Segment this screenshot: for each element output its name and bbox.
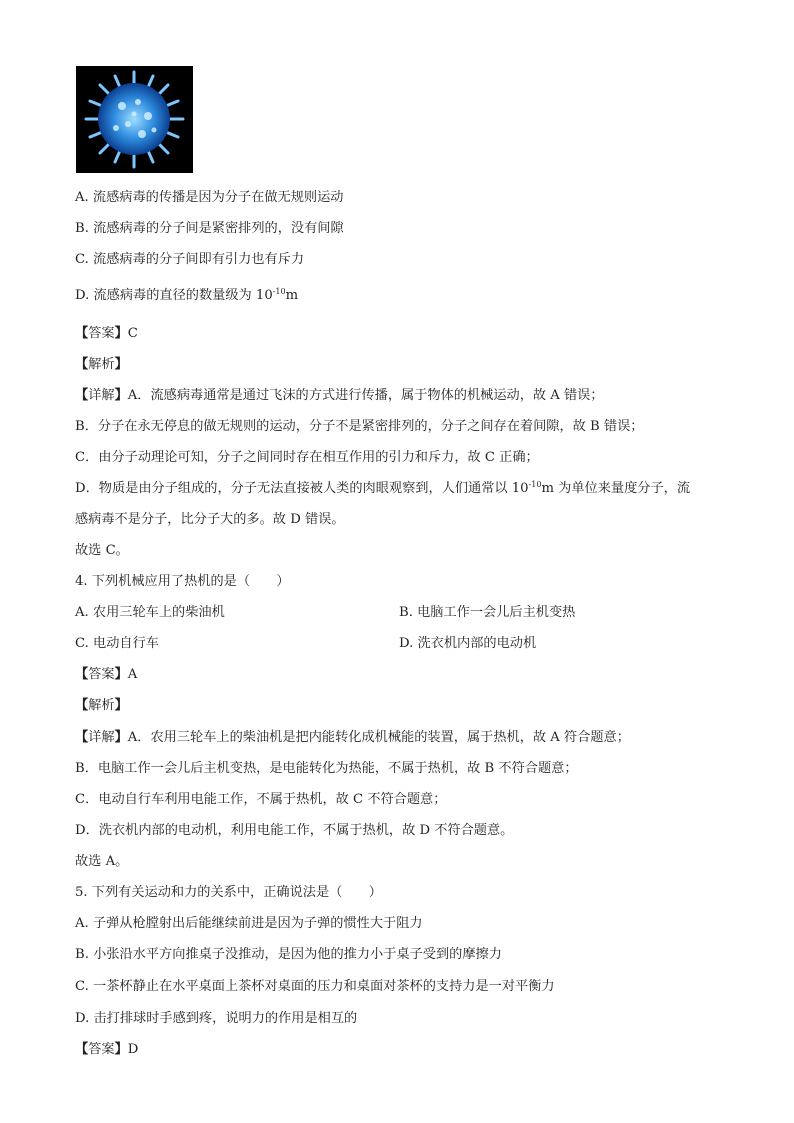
q4-detail-d: D．洗衣机内部的电动机，利用电能工作，不属于热机，故 D 不符合题意。 bbox=[75, 823, 514, 838]
q5-option-a: A. 子弹从枪膛射出后能继续前进是因为子弹的惯性大于阻力 bbox=[75, 916, 423, 931]
q3-option-d-exp: -10 bbox=[272, 287, 286, 296]
q3-detail-d1-post: m 为单位来量度分子，流 bbox=[541, 481, 691, 496]
q3-conclusion: 故选 C。 bbox=[75, 543, 129, 558]
q4-analysis-label: 解析 bbox=[88, 698, 115, 713]
q5-answer-value: D bbox=[127, 1042, 139, 1057]
q3-detail-d2: 感病毒不是分子，比分子大的多。故 D 错误。 bbox=[75, 512, 345, 527]
q5-stem: 5. 下列有关运动和力的关系中，正确说法是（ ） bbox=[75, 885, 382, 900]
q4-option-c: C. 电动自行车 bbox=[75, 636, 159, 651]
q3-answer-value: C bbox=[127, 326, 138, 341]
q4-option-d: D. 洗衣机内部的电动机 bbox=[399, 636, 537, 651]
q4-detail-label: 详解 bbox=[88, 730, 115, 745]
q4-detail-a-text: A．农用三轮车上的柴油机是把内能转化成机械能的装置，属于热机，故 A 符合题意； bbox=[127, 730, 630, 745]
q3-detail-d1-pre: D．物质是由分子组成的，分子无法直接被人类的肉眼观察到，人们通常以 10 bbox=[75, 481, 529, 496]
answer-label: 答案 bbox=[88, 667, 115, 682]
q4-option-b: B. 电脑工作一会儿后主机变热 bbox=[399, 605, 576, 620]
q3-detail-b: B．分子在永无停息的做无规则的运动，分子不是紧密排列的，分子之间存在着间隙，故 B 错误； bbox=[75, 419, 644, 434]
q3-analysis-label: 解析 bbox=[88, 357, 115, 372]
q3-analysis-heading: 【解析】 bbox=[75, 357, 128, 372]
q3-option-d-unit: m bbox=[285, 288, 299, 303]
q4-option-a: A. 农用三轮车上的柴油机 bbox=[75, 605, 225, 620]
q4-answer: 【答案】A bbox=[75, 667, 138, 682]
q3-detail-d1 bbox=[75, 480, 690, 498]
q5-option-d: D. 击打排球时手感到疼，说明力的作用是相互的 bbox=[75, 1011, 358, 1026]
q5-answer: 【答案】D bbox=[75, 1042, 139, 1057]
answer-label: 答案 bbox=[88, 1042, 115, 1057]
q3-detail-c: C．由分子动理论可知，分子之间同时存在相互作用的引力和斥力，故 C 正确； bbox=[75, 450, 539, 465]
q3-answer: 【答案】C bbox=[75, 326, 138, 341]
q3-option-a: A. 流感病毒的传播是因为分子在做无规则运动 bbox=[75, 190, 344, 205]
answer-label: 答案 bbox=[88, 326, 115, 341]
q5-option-c: C. 一茶杯静止在水平桌面上茶杯对桌面的压力和桌面对茶杯的支持力是一对平衡力 bbox=[75, 979, 555, 994]
q5-option-b: B. 小张沿水平方向推桌子没推动，是因为他的推力小于桌子受到的摩擦力 bbox=[75, 947, 502, 962]
q3-option-b: B. 流感病毒的分子间是紧密排列的，没有间隙 bbox=[75, 221, 344, 236]
q4-detail-a: 【详解】A．农用三轮车上的柴油机是把内能转化成机械能的装置，属于热机，故 A 符合题意； bbox=[75, 730, 630, 745]
q3-option-d-text: D. 流感病毒的直径的数量级为 10 bbox=[75, 288, 273, 303]
q3-detail-d1-exp: -10 bbox=[528, 480, 542, 489]
q3-option-c: C. 流感病毒的分子间即有引力也有斥力 bbox=[75, 252, 305, 267]
virus-image bbox=[76, 66, 193, 173]
q4-answer-value: A bbox=[127, 667, 138, 682]
q3-detail-label: 详解 bbox=[88, 388, 115, 403]
q3-detail-a: 【详解】A．流感病毒通常是通过飞沫的方式进行传播，属于物体的机械运动，故 A 错误； bbox=[75, 388, 604, 403]
q4-detail-c: C．电动自行车利用电能工作，不属于热机，故 C 不符合题意； bbox=[75, 792, 447, 807]
q4-conclusion: 故选 A。 bbox=[75, 854, 129, 869]
q4-analysis-heading: 【解析】 bbox=[75, 698, 128, 713]
q3-detail-a-text: A．流感病毒通常是通过飞沫的方式进行传播，属于物体的机械运动，故 A 错误； bbox=[127, 388, 604, 403]
q3-option-d bbox=[75, 287, 298, 305]
q4-detail-b: B．电脑工作一会儿后主机变热，是电能转化为热能，不属于热机，故 B 不符合题意； bbox=[75, 761, 578, 776]
q4-stem: 4. 下列机械应用了热机的是（ ） bbox=[75, 574, 290, 589]
